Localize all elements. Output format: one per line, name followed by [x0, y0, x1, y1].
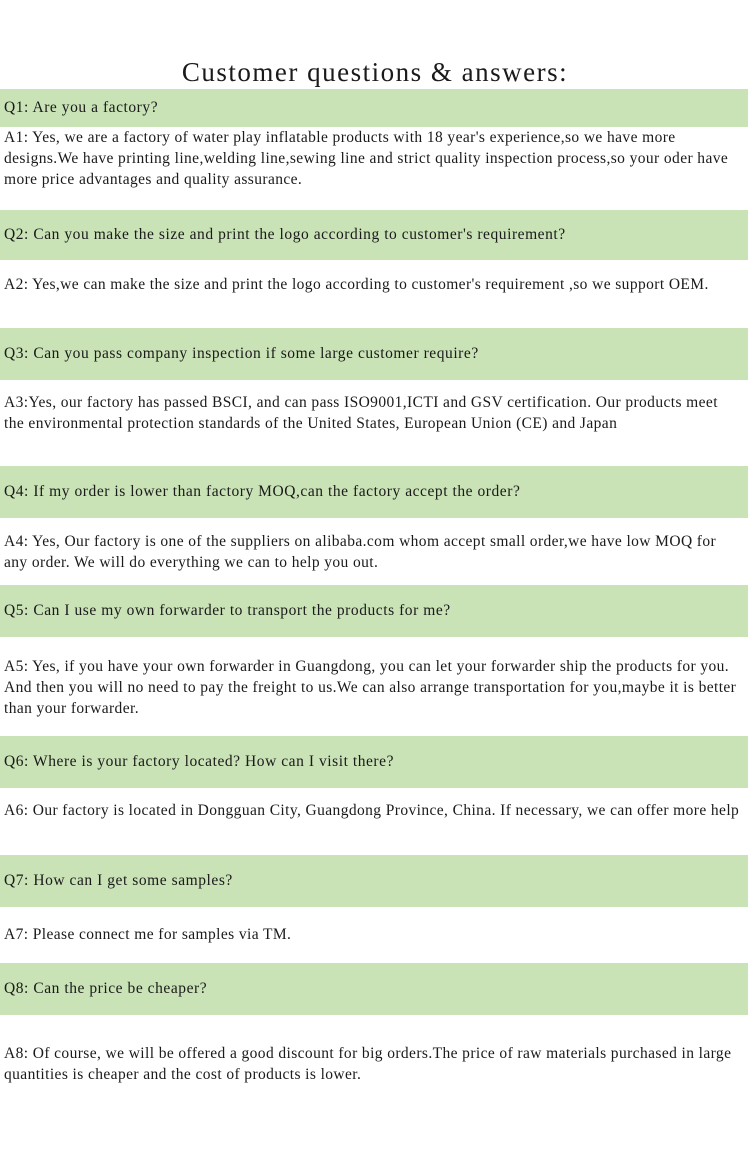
answer-a1: A1: Yes, we are a factory of water play inflatable products with 18 year's experience,so we have more designs.We have printing line,welding line,sewing line and strict quality inspection process,so your oder have more price advantages and quality assurance. — [4, 129, 729, 188]
answer-a3: A3:Yes, our factory has passed BSCI, and can pass ISO9001,ICTI and GSV certification. Our products meet the environmental protection standards of the United States, European Union (CE) and Japan — [4, 394, 718, 432]
question-bar-q8: Q8: Can the price be cheaper? — [0, 963, 748, 1015]
question-bar-q7: Q7: How can I get some samples? — [0, 855, 748, 907]
question-bar-q4: Q4: If my order is lower than factory MOQ,can the factory accept the order? — [0, 466, 748, 518]
question-bar-q1: Q1: Are you a factory? — [0, 89, 748, 127]
question-bar-q5: Q5: Can I use my own forwarder to transport the products for me? — [0, 585, 748, 637]
question-bar-q2: Q2: Can you make the size and print the logo according to customer's requirement? — [0, 210, 748, 260]
answer-a4: A4: Yes, Our factory is one of the suppliers on alibaba.com whom accept small order,we have low MOQ for any order. We will do everything we can to help you out. — [4, 533, 717, 571]
question-bar-q3: Q3: Can you pass company inspection if some large customer require? — [0, 328, 748, 380]
answer-a2: A2: Yes,we can make the size and print the logo according to customer's requirement ,so we support OEM. — [4, 276, 709, 293]
page-title: Customer questions & answers: — [181, 57, 569, 87]
answer-a6: A6: Our factory is located in Dongguan City, Guangdong Province, China. If necessary, we can offer more help — [4, 802, 740, 819]
answer-a5: A5: Yes, if you have your own forwarder in Guangdong, you can let your forwarder ship the products for you. And then you will no need to pay the freight to us.We can also arrange transportation for you,maybe it is better than your forwarder. — [4, 658, 737, 717]
question-bar-q6: Q6: Where is your factory located? How can I visit there? — [0, 736, 748, 788]
answer-a7: A7: Please connect me for samples via TM. — [4, 926, 292, 943]
answer-a8: A8: Of course, we will be offered a good discount for big orders.The price of raw materials purchased in large quantities is cheaper and the cost of products is lower. — [4, 1045, 732, 1083]
